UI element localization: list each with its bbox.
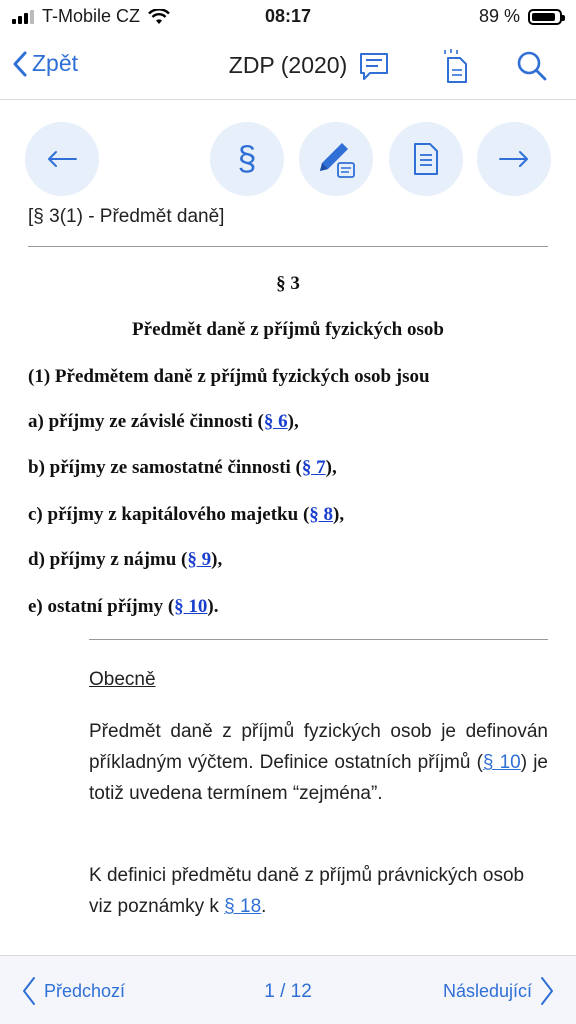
document-icon — [411, 142, 441, 176]
section-link[interactable]: § 6 — [263, 411, 288, 432]
paragraph-button[interactable] — [210, 122, 284, 196]
list-item: e) ostatní příjmy (§ 10). — [28, 596, 219, 617]
section-link[interactable]: § 9 — [187, 549, 212, 570]
list-item: d) příjmy z nájmu (§ 9), — [28, 549, 223, 570]
divider — [89, 639, 548, 640]
status-bar — [0, 0, 576, 34]
battery-icon — [528, 9, 562, 25]
previous-button[interactable] — [22, 976, 125, 1006]
previous-section-button[interactable] — [25, 122, 99, 196]
divider — [28, 246, 548, 247]
bottom-toolbar — [0, 955, 576, 1024]
navigation-bar — [0, 34, 576, 100]
battery-percent: 89 % — [478, 6, 520, 26]
document-button[interactable] — [389, 122, 463, 196]
commentary-title: Obecně — [89, 669, 156, 690]
back-arrow-icon — [45, 149, 79, 169]
search-button[interactable] — [512, 46, 552, 86]
page-indicator: 1 / 12 — [264, 981, 312, 1002]
back-label: Zpět — [32, 50, 79, 76]
next-button[interactable] — [443, 976, 554, 1006]
paragraph-icon: § — [237, 139, 257, 178]
section-link[interactable]: § 10 — [482, 752, 521, 773]
breadcrumb: [§ 3(1) - Předmět daně] — [28, 206, 225, 227]
comment-icon — [358, 50, 390, 82]
new-document-button[interactable] — [436, 46, 476, 86]
edit-note-icon — [314, 137, 358, 181]
next-section-button[interactable] — [477, 122, 551, 196]
section-link[interactable]: § 10 — [174, 596, 208, 617]
back-button[interactable] — [12, 50, 78, 77]
list-item: a) příjmy ze závislé činnosti (§ 6), — [28, 411, 299, 432]
chevron-left-icon — [12, 51, 28, 77]
chevron-right-icon — [540, 976, 554, 1006]
section-heading: Předmět daně z příjmů fyzických osob — [132, 319, 444, 340]
page-title: ZDP (2020) — [228, 52, 348, 78]
clock: 08:17 — [264, 6, 312, 26]
document-sparkle-icon — [440, 48, 472, 84]
next-label: Následující — [442, 980, 532, 1001]
section-number: § 3 — [276, 273, 300, 294]
search-icon — [516, 50, 548, 82]
carrier-label: T-Mobile CZ — [42, 6, 141, 26]
forward-arrow-icon — [497, 149, 531, 169]
section-intro: (1) Předmětem daně z příjmů fyzických osob jsou — [28, 366, 430, 387]
chevron-left-icon — [22, 976, 36, 1006]
commentary-paragraph: Předmět daně z příjmů fyzických osob je definován příkladným výčtem. Definice ostatních příjmů (§ 10) je totiž uvedena termínem “zejména”. — [89, 721, 548, 804]
edit-note-button[interactable] — [299, 122, 373, 196]
comments-button[interactable] — [354, 46, 394, 86]
previous-label: Předchozí — [44, 980, 126, 1001]
list-item: c) příjmy z kapitálového majetku (§ 8), — [28, 504, 345, 525]
section-link[interactable]: § 18 — [224, 896, 262, 917]
commentary-paragraph: K definici předmětu daně z příjmů právnických osob viz poznámky k § 18. — [89, 865, 525, 917]
list-item: b) příjmy ze samostatné činnosti (§ 7), — [28, 457, 337, 478]
section-link[interactable]: § 8 — [309, 504, 334, 525]
section-link[interactable]: § 7 — [301, 457, 326, 478]
